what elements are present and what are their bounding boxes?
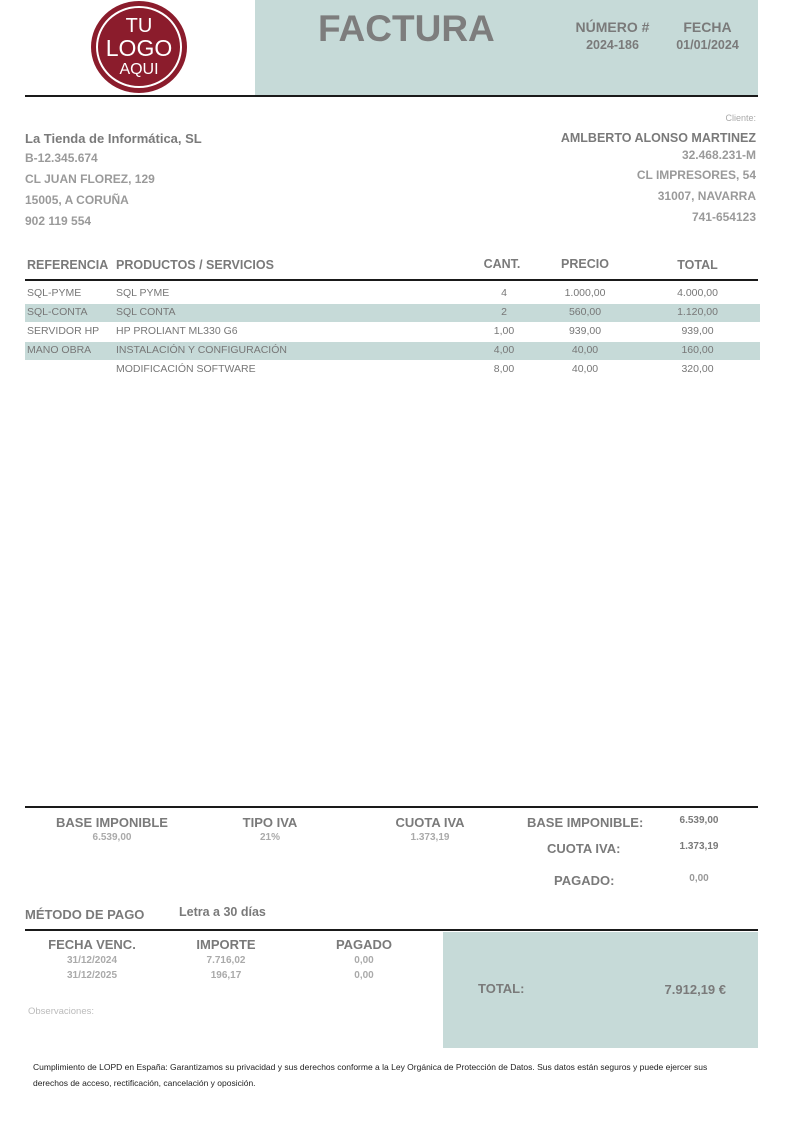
cell-product: MODIFICACIÓN SOFTWARE xyxy=(116,363,256,375)
cuota-iva-value: 1.373,19 xyxy=(410,832,450,843)
issuer-address: CL JUAN FLOREZ, 129 xyxy=(25,172,155,186)
invoice-date-label: FECHA xyxy=(683,19,732,35)
cell-price: 1.000,00 xyxy=(564,287,606,299)
header-rule xyxy=(25,95,758,97)
cell-total: 4.000,00 xyxy=(677,287,718,299)
issuer-city: 15005, A CORUÑA xyxy=(25,193,129,207)
column-header-quantity: CANT. xyxy=(483,257,521,271)
invoice-number-value: 2024-186 xyxy=(586,38,639,52)
due-date: 31/12/2025 xyxy=(66,970,118,981)
tipo-iva-value: 21% xyxy=(259,832,280,843)
payment-method-label: MÉTODO DE PAGO xyxy=(25,907,145,922)
cell-price: 939,00 xyxy=(568,325,602,337)
document-title: FACTURA xyxy=(318,8,495,49)
invoice-number-label: NÚMERO # xyxy=(575,19,650,35)
grand-total-label: TOTAL: xyxy=(478,981,525,996)
column-header-total: TOTAL xyxy=(677,258,718,272)
logo-line-3: AQUI xyxy=(119,61,159,78)
cell-total: 939,00 xyxy=(681,325,714,337)
cell-reference: MANO OBRA xyxy=(27,344,92,356)
base-imponible-label: BASE IMPONIBLE xyxy=(56,815,168,830)
cell-price: 40,00 xyxy=(571,363,599,375)
lopd-notice-line-1: Cumplimiento de LOPD en España: Garantizamos su privacidad y sus derechos conforme a la Ley Orgánica de Protección de Datos. Sus datos están seguros y puede ejercer sus xyxy=(33,1062,708,1072)
issuer-name: La Tienda de Informática, SL xyxy=(25,131,202,146)
cell-reference: SQL-PYME xyxy=(27,287,82,299)
issuer-tax-id: B-12.345.674 xyxy=(25,151,98,165)
cell-price: 40,00 xyxy=(571,344,599,356)
side-iva-value: 1.373,19 xyxy=(679,841,719,852)
cell-total: 160,00 xyxy=(681,344,714,356)
cell-product: INSTALACIÓN Y CONFIGURACIÓN xyxy=(116,344,287,356)
payment-method-value: Letra a 30 días xyxy=(179,905,266,919)
logo-line-2: LOGO xyxy=(105,35,173,61)
summary-rule xyxy=(25,806,758,808)
side-base-value: 6.539,00 xyxy=(679,815,719,826)
cell-price: 560,00 xyxy=(568,306,602,318)
side-paid-value: 0,00 xyxy=(689,873,709,884)
due-amount: 7.716,02 xyxy=(206,955,246,966)
client-label: Cliente: xyxy=(725,113,756,123)
due-paid: 0,00 xyxy=(354,955,374,966)
tipo-iva-label: TIPO IVA xyxy=(242,815,298,830)
base-imponible-value: 6.539,00 xyxy=(92,832,132,843)
logo-line-1: TU xyxy=(125,15,153,37)
due-date-header: FECHA VENC. xyxy=(48,937,136,952)
cell-product: SQL PYME xyxy=(116,287,170,299)
cuota-iva-label: CUOTA IVA xyxy=(395,815,465,830)
client-phone: 741-654123 xyxy=(691,210,756,224)
side-paid-label: PAGADO: xyxy=(554,873,615,888)
cell-total: 1.120,00 xyxy=(677,306,718,318)
cell-quantity: 4,00 xyxy=(493,344,515,356)
cell-quantity: 8,00 xyxy=(493,363,515,375)
company-logo xyxy=(91,1,187,93)
side-iva-label: CUOTA IVA: xyxy=(547,841,621,856)
client-name: AMLBERTO ALONSO MARTINEZ xyxy=(560,131,756,145)
client-address: CL IMPRESORES, 54 xyxy=(636,168,756,182)
payment-rule xyxy=(25,929,758,931)
cell-product: HP PROLIANT ML330 G6 xyxy=(116,325,238,337)
notes-label: Observaciones: xyxy=(28,1006,95,1017)
due-amount: 196,17 xyxy=(210,970,242,981)
cell-quantity: 2 xyxy=(501,306,507,318)
cell-reference: SQL-CONTA xyxy=(27,306,88,318)
amount-header: IMPORTE xyxy=(196,937,256,952)
lopd-notice-line-2: derechos de acceso, rectificación, cancelación y oposición. xyxy=(33,1078,256,1088)
cell-total: 320,00 xyxy=(681,363,714,375)
client-tax-id: 32.468.231-M xyxy=(681,148,756,162)
items-header-rule xyxy=(25,279,758,281)
issuer-phone: 902 119 554 xyxy=(25,214,92,228)
cell-quantity: 4 xyxy=(501,287,507,299)
paid-header: PAGADO xyxy=(335,937,393,952)
due-date: 31/12/2024 xyxy=(66,955,118,966)
column-header-price: PRECIO xyxy=(561,257,609,271)
due-paid: 0,00 xyxy=(354,970,374,981)
invoice-date-value: 01/01/2024 xyxy=(676,38,739,52)
cell-quantity: 1,00 xyxy=(493,325,515,337)
column-header-reference: REFERENCIA xyxy=(27,258,109,272)
grand-total-value: 7.912,19 € xyxy=(664,982,726,997)
column-header-product: PRODUCTOS / SERVICIOS xyxy=(116,258,274,272)
cell-reference: SERVIDOR HP xyxy=(27,325,100,337)
cell-product: SQL CONTA xyxy=(116,306,176,318)
side-base-label: BASE IMPONIBLE: xyxy=(527,815,644,830)
client-city: 31007, NAVARRA xyxy=(657,189,756,203)
